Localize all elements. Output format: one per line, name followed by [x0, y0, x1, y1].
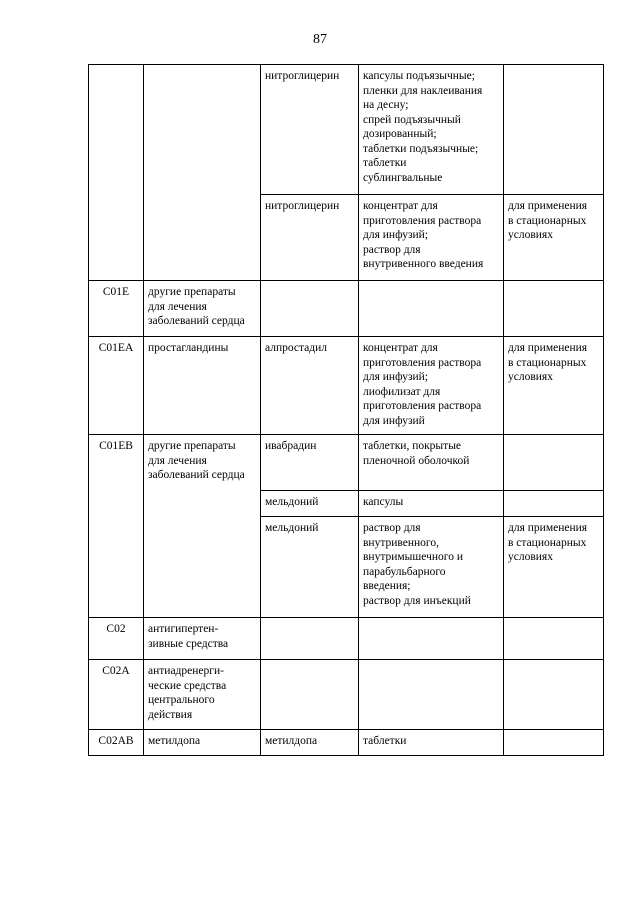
drug-name-cell: нитроглицерин	[261, 195, 359, 281]
dosage-form-cell: концентрат для приготовления раствора для инфузий; раствор для внутривенного введения	[359, 195, 504, 281]
atc-code-cell: C02AB	[89, 730, 144, 756]
atc-code-cell: C02	[89, 618, 144, 660]
atc-code-cell: C02A	[89, 660, 144, 730]
note-cell	[504, 730, 604, 756]
note-cell	[504, 660, 604, 730]
drug-name-cell	[261, 618, 359, 660]
atc-code-cell: C01EB	[89, 435, 144, 618]
drug-name-cell: нитроглицерин	[261, 65, 359, 195]
note-cell	[504, 65, 604, 195]
atc-code-cell	[89, 65, 144, 281]
table-row	[89, 618, 604, 660]
note-cell	[504, 618, 604, 660]
group-cell: простагландины	[144, 337, 261, 435]
dosage-form-cell: раствор для внутривенного, внутримышечного и парабульбарного введения; раствор для инъекций	[359, 517, 504, 618]
table-row	[89, 281, 604, 337]
atc-code-cell: C01E	[89, 281, 144, 337]
dosage-form-cell: капсулы подъязычные; пленки для наклеивания на десну; спрей подъязычный дозированный; таблетки подъязычные; таблетки сублингвальные	[359, 65, 504, 195]
dosage-form-cell	[359, 281, 504, 337]
dosage-form-cell	[359, 618, 504, 660]
drug-name-cell	[261, 660, 359, 730]
group-cell: антиадренерги- ческие средства центрального действия	[144, 660, 261, 730]
table-row	[89, 660, 604, 730]
note-cell: для применения в стационарных условиях	[504, 517, 604, 618]
note-cell	[504, 281, 604, 337]
drug-name-cell: мельдоний	[261, 517, 359, 618]
dosage-form-cell: таблетки	[359, 730, 504, 756]
table-row	[89, 337, 604, 435]
group-cell	[144, 65, 261, 281]
drug-table	[88, 64, 604, 756]
drug-name-cell: мельдоний	[261, 491, 359, 517]
table-row	[89, 65, 604, 195]
dosage-form-cell: капсулы	[359, 491, 504, 517]
group-cell: другие препараты для лечения заболеваний сердца	[144, 281, 261, 337]
dosage-form-cell: концентрат для приготовления раствора для инфузий; лиофилизат для приготовления раствора для инфузий	[359, 337, 504, 435]
group-cell: метилдопа	[144, 730, 261, 756]
drug-name-cell	[261, 281, 359, 337]
group-cell: антигипертен- зивные средства	[144, 618, 261, 660]
note-cell: для применения в стационарных условиях	[504, 337, 604, 435]
atc-code-cell: C01EA	[89, 337, 144, 435]
dosage-form-cell	[359, 660, 504, 730]
drug-name-cell: ивабрадин	[261, 435, 359, 491]
note-cell	[504, 435, 604, 491]
table-row	[89, 435, 604, 491]
page-number: 87	[313, 32, 327, 47]
table-row	[89, 730, 604, 756]
dosage-form-cell: таблетки, покрытые пленочной оболочкой	[359, 435, 504, 491]
group-cell: другие препараты для лечения заболеваний сердца	[144, 435, 261, 618]
drug-name-cell: метилдопа	[261, 730, 359, 756]
note-cell: для применения в стационарных условиях	[504, 195, 604, 281]
note-cell	[504, 491, 604, 517]
drug-name-cell: алпростадил	[261, 337, 359, 435]
